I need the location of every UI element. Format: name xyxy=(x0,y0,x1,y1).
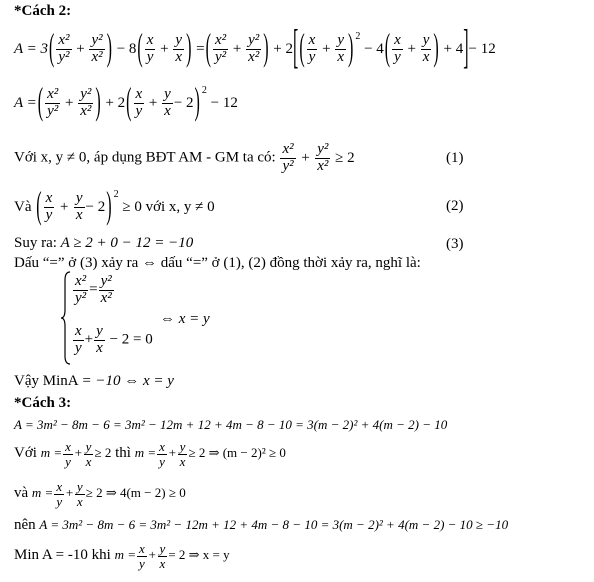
cach3-conclusion-line: nên A = 3m² − 8m − 6 = 3m² − 12m + 12 + 4m − 8 − 10 = 3(m − 2)² + 4(m − 2) − 10 ≥ −10 xyxy=(14,517,509,533)
cach2-min-result: Vậy MinA = −10 ⇔ x = y xyxy=(14,373,174,389)
equation-system xyxy=(60,270,170,366)
cach2-equation-2: A =( $\frac{\text{x²}}{\text{y²}}$ + $\frac{\text{y²}}{\text{x²}}$ ) + 2( $\frac{x}{y}$ + $\frac{y}{x}$ − 2) $^2$ − 12 xyxy=(14,81,238,123)
cach2-amgm-line: Với x, y ≠ 0, áp dụng BĐT AM - GM ta có: $\frac{\text{x²}}{\text{y²}}$ + $\frac{\text{y²}}{\text{x²}}$ ≥ 2 xyxy=(14,141,355,174)
eq-number-3: (3) xyxy=(446,236,464,252)
cach2-conclusion-line: Suy ra: A ≥ 2 + 0 − 12 = −10 xyxy=(14,235,194,251)
system-row-1: $\frac{\text{x²}}{\text{y²}}$ = $\frac{\text{y²}}{\text{x²}}$ xyxy=(75,273,112,306)
eq-text: A = 3 xyxy=(14,41,49,57)
cach3-title: *Cách 3: xyxy=(14,395,72,411)
cach2-square-line: Và ( $\frac{x}{y}$ + $\frac{y}{x}$ − 2) $^2$ ≥ 0 với x, y ≠ 0 xyxy=(14,185,215,227)
cach2-equation-1: A = 3( $\frac{\text{x²}}{\text{y²}}$ + $\frac{\text{y²}}{\text{x²}}$ ) − 8( $\frac{x}{y}$ + $\frac{y}{x}$ ) =( $\frac{\text{x²}}{\text{y²}}$ + $\frac{\text{y²}}{\text{x²}}$ ) + 2[( $\frac{x}{y}$ + $\frac{y}{x}$ ) $^2$ − 4( $\frac{x}{y}$ + $\frac{y}{x}$ ) + 4]− 12 xyxy=(14,22,496,74)
cach3-condition-line: Với m = $\frac{x}{y}$ + $\frac{y}{x}$ ≥ 2 thì m = $\frac{x}{y}$ + $\frac{y}{x}$ ≥ 2 ⇒ (m − 2)² ≥ 0 xyxy=(14,439,286,469)
cach2-title: *Cách 2: xyxy=(14,3,72,19)
cach3-equation-1: A = 3m² − 8m − 6 = 3m² − 12m + 12 + 4m − 8 − 10 = 3(m − 2)² + 4(m − 2) − 10 xyxy=(14,417,448,432)
cach2-equality-condition: Dấu “=” ở (3) xảy ra ⇔ dấu “=” ở (1), (2) đồng thời xảy ra, nghĩ là: xyxy=(14,255,421,271)
system-result: ⇔ x = y xyxy=(160,311,210,327)
cach3-second-condition: và m = $\frac{x}{y}$ + $\frac{y}{x}$ ≥ 2 ⇒ 4(m − 2) ≥ 0 xyxy=(14,479,186,509)
eq-number-2: (2) xyxy=(446,198,464,214)
system-row-2: $\frac{x}{y}$ + $\frac{y}{x}$ − 2 = 0 xyxy=(75,323,153,356)
curly-brace-icon xyxy=(60,270,72,366)
eq-number-1: (1) xyxy=(446,150,464,166)
cach3-min-result: Min A = -10 khi m = $\frac{x}{y}$ + $\frac{y}{x}$ = 2 ⇒ x = y xyxy=(14,541,230,571)
